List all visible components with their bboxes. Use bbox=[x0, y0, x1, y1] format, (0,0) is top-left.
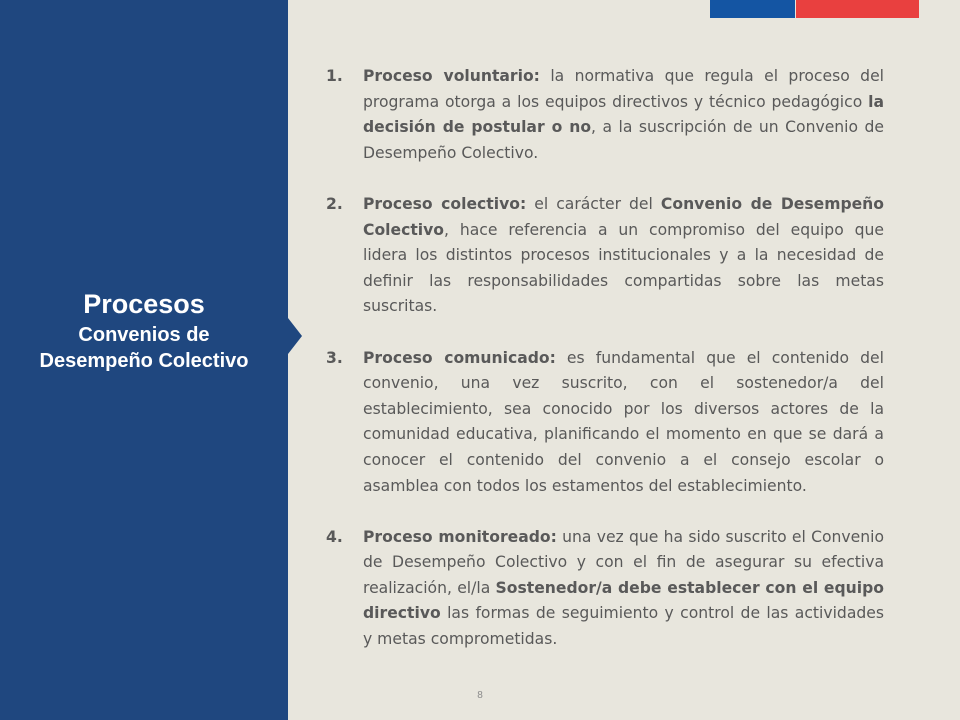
item-text bbox=[363, 346, 884, 500]
sidebar-subtitle-line1: Convenios de bbox=[78, 324, 210, 346]
item-body: , a la suscripción de un Convenio de Desempeño Colectivo. bbox=[363, 118, 884, 162]
numbered-list bbox=[326, 64, 884, 678]
list-item bbox=[326, 64, 884, 166]
item-body: , hace referencia a un compromiso del equipo que lidera los distintos procesos institucionales y a la necesidad de definir las responsabilidades compartidas sobre las metas suscritas. bbox=[363, 220, 884, 316]
item-emphasis: Sostenedor/a debe establecer con el equipo directivo bbox=[363, 578, 884, 623]
item-body: la normativa que regula el proceso del programa otorga a los equipos directivos y técnico pedagógico bbox=[363, 67, 885, 111]
item-heading: Proceso comunicado: bbox=[363, 348, 556, 367]
item-number: 4. bbox=[326, 527, 343, 546]
item-heading: Proceso monitoreado: bbox=[363, 527, 557, 546]
item-body: las formas de seguimiento y control de las actividades y metas comprometidas. bbox=[363, 604, 884, 649]
item-number: 1. bbox=[326, 67, 343, 85]
item-emphasis: la decisión de postular o no bbox=[363, 92, 884, 137]
sidebar-arrow bbox=[288, 318, 302, 354]
sidebar-title: Procesos bbox=[83, 289, 205, 319]
item-text bbox=[363, 525, 884, 653]
item-heading: Proceso voluntario: bbox=[363, 67, 540, 85]
item-body: el carácter del bbox=[526, 194, 661, 213]
item-number: 2. bbox=[326, 194, 343, 213]
item-body: una vez que ha sido suscrito el Convenio de Desempeño Colectivo y con el fin de asegurar su efectiva realización, el/la bbox=[363, 527, 884, 597]
flag-red-bar bbox=[796, 0, 919, 18]
page-number: 8 bbox=[477, 690, 483, 701]
sidebar-subtitle-line2: Desempeño Colectivo bbox=[39, 350, 249, 372]
item-emphasis: Convenio de Desempeño Colectivo bbox=[363, 194, 885, 239]
item-body: es fundamental que el contenido del convenio, una vez suscrito, con el sostenedor/a del establecimiento, sea conocido por los diversos actores de la comunidad educativa, planificando el momento en que se dará a conocer el contenido del convenio a el consejo escolar o asamblea con todos los estamentos del establecimiento. bbox=[363, 348, 884, 495]
list-item bbox=[326, 525, 884, 653]
item-text bbox=[363, 192, 884, 320]
item-heading: Proceso colectivo: bbox=[363, 194, 527, 213]
item-text bbox=[363, 64, 884, 166]
list-item bbox=[326, 192, 884, 320]
item-number: 3. bbox=[326, 348, 343, 367]
list-item bbox=[326, 346, 884, 500]
sidebar-title-block bbox=[0, 286, 288, 374]
flag-blue-bar bbox=[710, 0, 795, 18]
